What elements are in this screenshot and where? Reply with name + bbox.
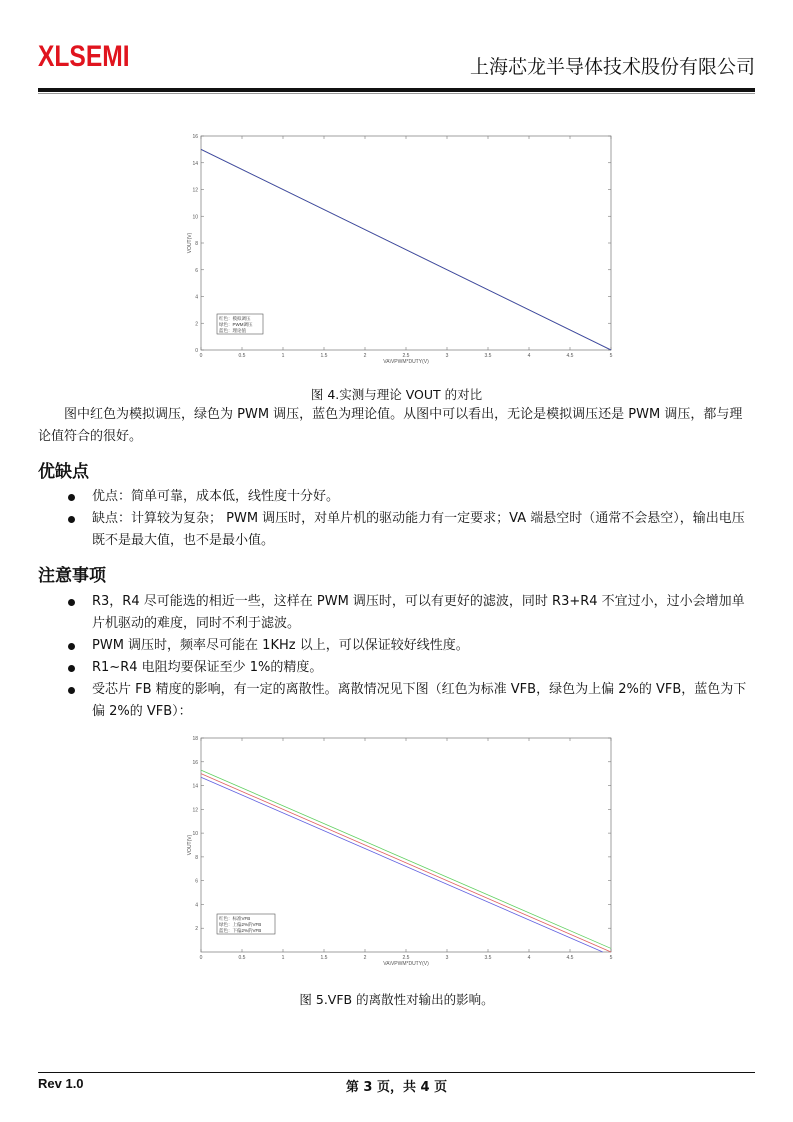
list-item: PWM 调压时，频率尽可能在 1KHz 以上，可以保证较好线性度。 [38, 635, 754, 657]
x-tick-label: 5 [609, 955, 613, 961]
pros-cons-list [38, 486, 754, 552]
x-tick-label: 0.5 [238, 353, 246, 359]
figure-5-caption: 图 5.VFB 的离散性对输出的影响。 [299, 992, 494, 1007]
logo: XLSEMI [38, 40, 130, 73]
y-tick-label: 2 [195, 926, 198, 933]
x-tick-label: 0.5 [238, 955, 246, 961]
x-tick-label: 2.5 [402, 353, 410, 359]
list-item: R1~R4 电阻均要保证至少 1%的精度。 [38, 657, 754, 679]
figure-4-caption: 图 4.实测与理论 VOUT 的对比 [310, 387, 483, 402]
y-tick-label: 8 [195, 854, 198, 861]
header-rule-thin [38, 93, 755, 94]
y-tick-label: 16 [192, 759, 198, 766]
y-tick-label: 10 [192, 831, 198, 838]
chart-vfb-dispersion [185, 732, 615, 972]
x-tick-label: 1.5 [320, 955, 328, 961]
y-tick-label: 14 [192, 783, 198, 790]
x-tick-label: 0 [199, 955, 203, 961]
list-item: 受芯片 FB 精度的影响，有一定的离散性。离散情况见下图（红色为标准 VFB，绿色为上偏 2%的 VFB，蓝色为下偏 2%的 VFB）： [38, 679, 754, 723]
x-tick-label: 1.5 [320, 353, 328, 359]
x-tick-label: 2.5 [402, 955, 410, 961]
x-axis-label: VA\VPWM*DUTY(V) [383, 961, 429, 967]
paragraph: 图中红色为模拟调压，绿色为 PWM 调压，蓝色为理论值。从图中可以看出，无论是模拟调压还是 PWM 调压，都与理论值符合的很好。 [38, 407, 743, 444]
y-tick-label: 6 [195, 267, 198, 274]
y-tick-label: 0 [195, 348, 198, 354]
x-tick-label: 4.5 [566, 353, 574, 359]
y-tick-label: 18 [192, 736, 198, 742]
y-tick-label: 4 [195, 294, 198, 301]
x-tick-label: 0 [199, 353, 203, 359]
x-axis-label: VA\VPWM*DUTY(V) [383, 359, 429, 365]
x-tick-label: 1 [281, 955, 285, 961]
x-tick-label: 4 [527, 353, 531, 359]
x-tick-label: 3.5 [484, 955, 492, 961]
x-tick-label: 3.5 [484, 353, 492, 359]
x-tick-label: 1 [281, 353, 285, 359]
list-item: R3，R4 尽可能选的相近一些，这样在 PWM 调压时，可以有更好的滤波，同时 R3+R4 不宜过小，过小会增加单片机驱动的难度，同时不利于滤波。 [38, 591, 754, 635]
revision: Rev 1.0 [38, 1076, 84, 1091]
y-tick-label: 12 [192, 187, 198, 194]
section-title: 注意事项 [38, 566, 106, 586]
legend-entry: 红色：标准VFB [219, 916, 251, 921]
y-tick-label: 6 [195, 878, 198, 885]
x-tick-label: 3 [445, 955, 449, 961]
section-notes [38, 561, 106, 586]
legend-entry: 绿色：PWM调压 [219, 322, 253, 327]
x-tick-label: 2 [363, 353, 367, 359]
x-tick-label: 5 [609, 353, 613, 359]
x-tick-label: 4 [527, 955, 531, 961]
list-item: 优点：简单可靠，成本低，线性度十分好。 [38, 486, 754, 508]
footer-rule [38, 1072, 755, 1073]
chart-vout-comparison [185, 130, 615, 365]
x-tick-label: 2 [363, 955, 367, 961]
y-tick-label: 12 [192, 807, 198, 814]
x-tick-label: 4.5 [566, 955, 574, 961]
company-name: 上海芯龙半导体技术股份有限公司 [469, 56, 755, 78]
y-tick-label: 14 [192, 160, 198, 167]
y-axis-label: VOUT(V) [187, 834, 193, 856]
legend-entry: 蓝色：理论值 [219, 328, 246, 333]
section-pros-cons [38, 457, 89, 482]
x-tick-label: 3 [445, 353, 449, 359]
notes-list [38, 591, 754, 723]
y-tick-label: 2 [195, 321, 198, 328]
y-tick-label: 8 [195, 241, 198, 247]
legend-entry: 红色：模拟调压 [219, 316, 251, 321]
y-tick-label: 4 [195, 902, 198, 909]
y-tick-label: 10 [192, 214, 198, 221]
page-number: 第 3 页，共 4 页 [345, 1080, 448, 1095]
legend-entry: 蓝色：下偏2%的VFB [219, 928, 262, 933]
y-axis-label: VOUT(V) [187, 232, 193, 254]
list-item: 缺点：计算较为复杂； PWM 调压时，对单片机的驱动能力有一定要求；VA 端悬空时（通常不会悬空），输出电压既不是最大值，也不是最小值。 [38, 508, 754, 552]
section-title: 优缺点 [38, 462, 89, 482]
header-rule [38, 88, 755, 92]
y-tick-label: 16 [192, 134, 198, 140]
legend-entry: 绿色：上偏2%的VFB [219, 922, 262, 927]
